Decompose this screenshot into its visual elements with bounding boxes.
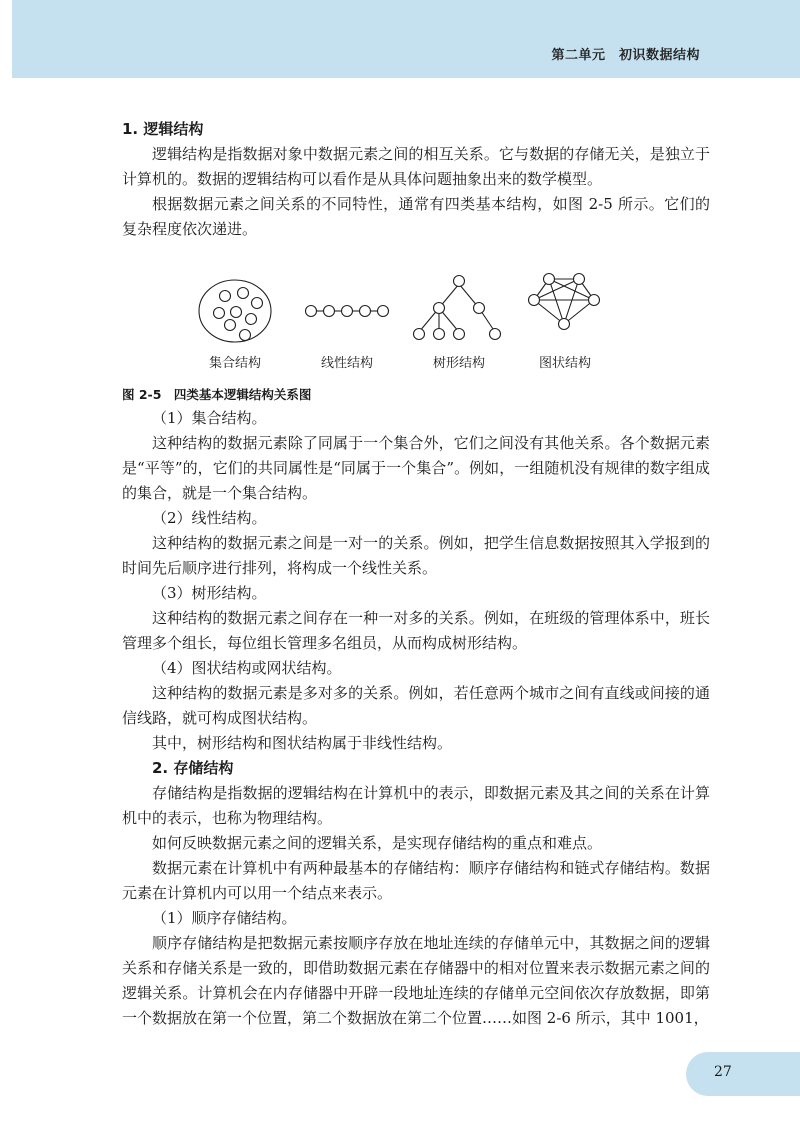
page-footer-tab (686, 1052, 800, 1096)
storage-paragraph-1: 存储结构是指数据的逻辑结构在计算机中的表示，即数据元素及其之间的关系在计算机中的表示，也称为物理结构。 (122, 784, 710, 827)
storage-heading: 2. 存储结构 (152, 759, 234, 777)
label-tree-structure: 树形结构 (432, 356, 485, 371)
nonlinear-paragraph: 其中，树形结构和图状结构属于非线性结构。 (152, 734, 453, 752)
tree-title: （3）树形结构。 (152, 584, 267, 602)
graph-paragraph: 这种结构的数据元素是多对多的关系。例如，若任意两个城市之间有直线或间接的通信线路，就可构成图状结构。 (122, 684, 710, 727)
label-set-structure: 集合结构 (208, 356, 261, 371)
storage-paragraph-3: 数据元素在计算机中有两种最基本的存储结构：顺序存储结构和链式存储结构。数据元素在计算机内可以用一个结点来表示。 (122, 859, 710, 902)
sequential-paragraph: 顺序存储结构是把数据元素按顺序存放在地址连续的存储单元中，其数据之间的逻辑关系和存储关系是一致的，即借助数据元素在存储器中的相对位置来表示数据元素之间的逻辑关系。计算机会在内存储器中开辟一段地址连续的存储单元空间依次存放数据，即第一个数据放在第一个位置，第二个数据放在第二个位置……如图 2-6 所示，其中 1001， (122, 934, 710, 1027)
linear-paragraph: 这种结构的数据元素之间是一对一的关系。例如，把学生信息数据按照其入学报到的时间先后顺序进行排列，将构成一个线性关系。 (122, 534, 710, 577)
figure-2-5 (122, 262, 710, 384)
sequential-title: （1）顺序存储结构。 (152, 909, 297, 927)
graph-title: （4）图状结构或网状结构。 (152, 659, 342, 677)
tree-structure-diagram (414, 276, 501, 340)
logic-paragraph-2: 根据数据元素之间关系的不同特性，通常有四类基本结构，如图 2-5 所示。它们的复杂程度依次递进。 (122, 195, 710, 238)
unit-title: 第二单元 初识数据结构 (551, 48, 700, 63)
logic-structures-diagram (122, 262, 710, 352)
label-linear-structure: 线性结构 (320, 356, 373, 371)
figure-caption: 图 2-5 四类基本逻辑结构关系图 (122, 387, 312, 402)
logic-heading: 1. 逻辑结构 (122, 120, 204, 138)
set-paragraph: 这种结构的数据元素除了同属于一个集合外，它们之间没有其他关系。各个数据元素是“平等”的，它们的共同属性是“同属于一个集合”。例如，一组随机没有规律的数字组成的集合，就是一个集合结构。 (122, 434, 710, 502)
tree-paragraph: 这种结构的数据元素之间存在一种一对多的关系。例如，在班级的管理体系中，班长管理多个组长，每位组长管理多名组员，从而构成树形结构。 (122, 609, 710, 652)
linear-structure-diagram (306, 306, 389, 317)
page-number: 27 (714, 1064, 732, 1080)
storage-paragraph-2: 如何反映数据元素之间的逻辑关系，是实现存储结构的重点和难点。 (152, 834, 603, 852)
graph-structure-diagram (529, 274, 600, 330)
logic-paragraph-1: 逻辑结构是指数据对象中数据元素之间的相互关系。它与数据的存储无关，是独立于计算机的。数据的逻辑结构可以看作是从具体问题抽象出来的数学模型。 (122, 145, 710, 188)
set-title: （1）集合结构。 (152, 409, 267, 427)
page-header (12, 0, 800, 78)
page-content (122, 117, 710, 1031)
set-structure-diagram (199, 280, 271, 342)
linear-title: （2）线性结构。 (152, 509, 267, 527)
label-graph-structure: 图状结构 (538, 356, 591, 371)
